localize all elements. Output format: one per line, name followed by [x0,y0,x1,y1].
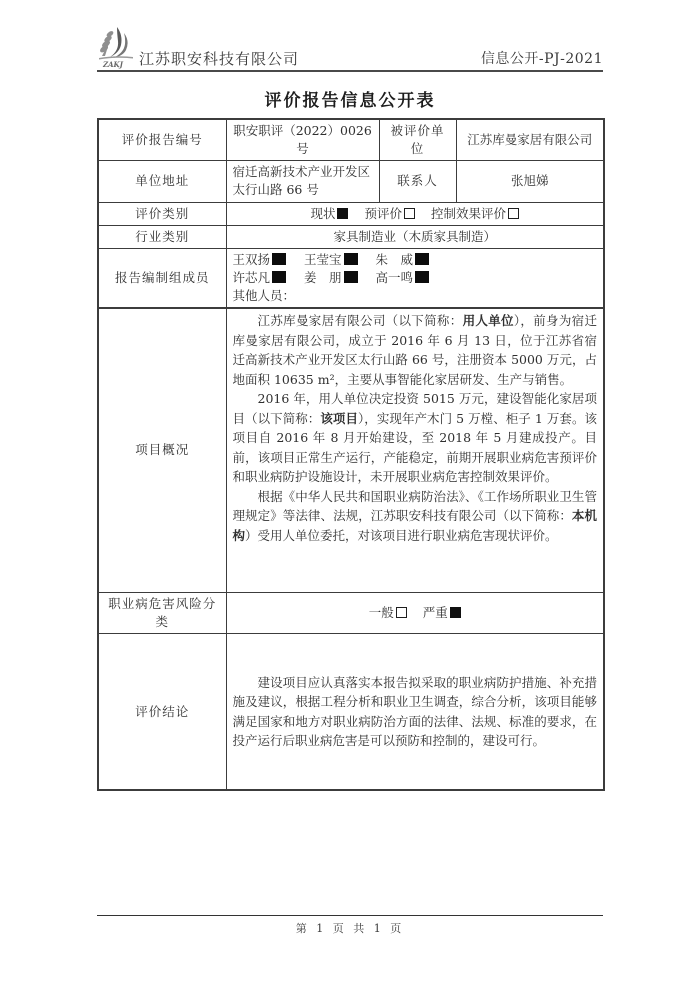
table-row [98,225,604,248]
company-name: 江苏职安科技有限公司 [139,50,300,68]
overview-paragraph: 江苏库曼家居有限公司（以下简称：用人单位），前身为宿迁库曼家居有限公司，成立于 2016 年 6 月 13 日，位于江苏省宿迁高新技术产业开发区太行山路 66 号，注册资本 5000 万元，占地面积 10635 m²，主要从事智能化家居研发、生产与销售。 [232,313,597,387]
checkbox-option [423,605,461,620]
checked-box-icon [337,208,348,219]
overview-label: 项目概况 [98,308,226,592]
overview-paragraph: 根据《中华人民共和国职业病防治法》、《工作场所职业卫生管理规定》等法律、法规，江苏职安科技有限公司（以下简称：本机构）受用人单位委托，对该项目进行职业病危害现状评价。 [232,488,597,543]
checkbox-option-label: 现状 [310,205,336,221]
table-row [98,161,604,202]
member-name: 许芯凡 [233,270,287,285]
overview-paragraph: 2016 年，用人单位决定投资 5015 万元，建设智能化家居项目（以下简称：该项目），实现年产木门 5 万樘、柜子 1 万套。该项目自 2016 年 8 月开始建设，至 2018 年 5 月建成投产。目前，该项目正常生产运行，产能稳定，前期开展职业病危害预评价和职业病防护设施设计，未开展职业病危害控制效果评价。 [232,391,597,485]
member-name: 高一鸣 [376,270,430,285]
table-row [98,308,604,592]
member-name: 王莹宝 [304,252,358,267]
redaction-seal [415,271,429,283]
member-name: 朱 威 [376,252,430,267]
members-other-label: 其他人员： [232,288,296,303]
page-title: 评价报告信息公开表 [264,91,436,111]
unchecked-box-icon [396,607,407,618]
contact-label: 联系人 [379,161,456,202]
checkbox-option [431,206,519,221]
members-line [233,269,598,287]
table-row [98,202,604,225]
report-no-value: 职安职评（2022）0026 号 [226,119,379,161]
category-label: 评价类别 [98,202,226,225]
report-no-label: 评价报告编号 [98,119,226,161]
company-logo-icon [97,25,137,69]
checkbox-option-label: 严重 [422,604,448,620]
overview-value [226,308,604,592]
category-options [226,202,604,225]
checkbox-option [364,206,415,221]
table-row [98,248,604,308]
evaluated-unit-value: 江苏库曼家居有限公司 [456,119,604,161]
redaction-seal [344,253,358,265]
page-header [97,26,603,72]
address-value: 宿迁高新技术产业开发区太行山路 66 号 [226,161,379,202]
table-row [98,592,604,633]
checkbox-option [369,605,407,620]
redaction-seal [272,271,286,283]
redaction-seal [415,253,429,265]
members-value [226,248,604,308]
redaction-seal [272,253,286,265]
conclusion-label: 评价结论 [98,633,226,790]
checked-box-icon [450,607,461,618]
info-table [97,118,605,791]
checkbox-option-label: 控制效果评价 [431,205,507,221]
members-label: 报告编制组成员 [98,248,226,308]
page-number: 第 1 页 共 1 页 [295,922,405,935]
document-number: 信息公开-PJ-2021 [480,51,603,67]
table-row [98,119,604,161]
logo-text: ZAKJ [103,60,123,69]
checkbox-option-label: 预评价 [364,205,402,221]
industry-value: 家具制造业（木质家具制造） [226,225,604,248]
redaction-seal [344,271,358,283]
unchecked-box-icon [404,208,415,219]
address-label: 单位地址 [98,161,226,202]
conclusion-paragraph: 建设项目应认真落实本报告拟采取的职业病防护措施、补充措施及建议，根据工程分析和职业卫生调查，综合分析，该项目能够满足国家和地方对职业病防治方面的法律、法规、标准的要求，在投产运行后职业病危害是可以预防和控制的，建设可行。 [232,674,597,749]
footer-divider [97,915,603,916]
unchecked-box-icon [508,208,519,219]
checkbox-option [310,206,348,221]
contact-value: 张旭娣 [456,161,604,202]
member-name: 王双扬 [233,252,287,267]
table-row [98,633,604,790]
industry-label: 行业类别 [98,225,226,248]
risk-options [226,592,604,633]
risk-label: 职业病危害风险分类 [98,592,226,633]
evaluated-unit-label: 被评价单位 [379,119,456,161]
checkbox-option-label: 一般 [368,604,394,620]
member-name: 姜 朋 [304,270,358,285]
members-line [233,251,598,269]
conclusion-value [226,633,604,790]
